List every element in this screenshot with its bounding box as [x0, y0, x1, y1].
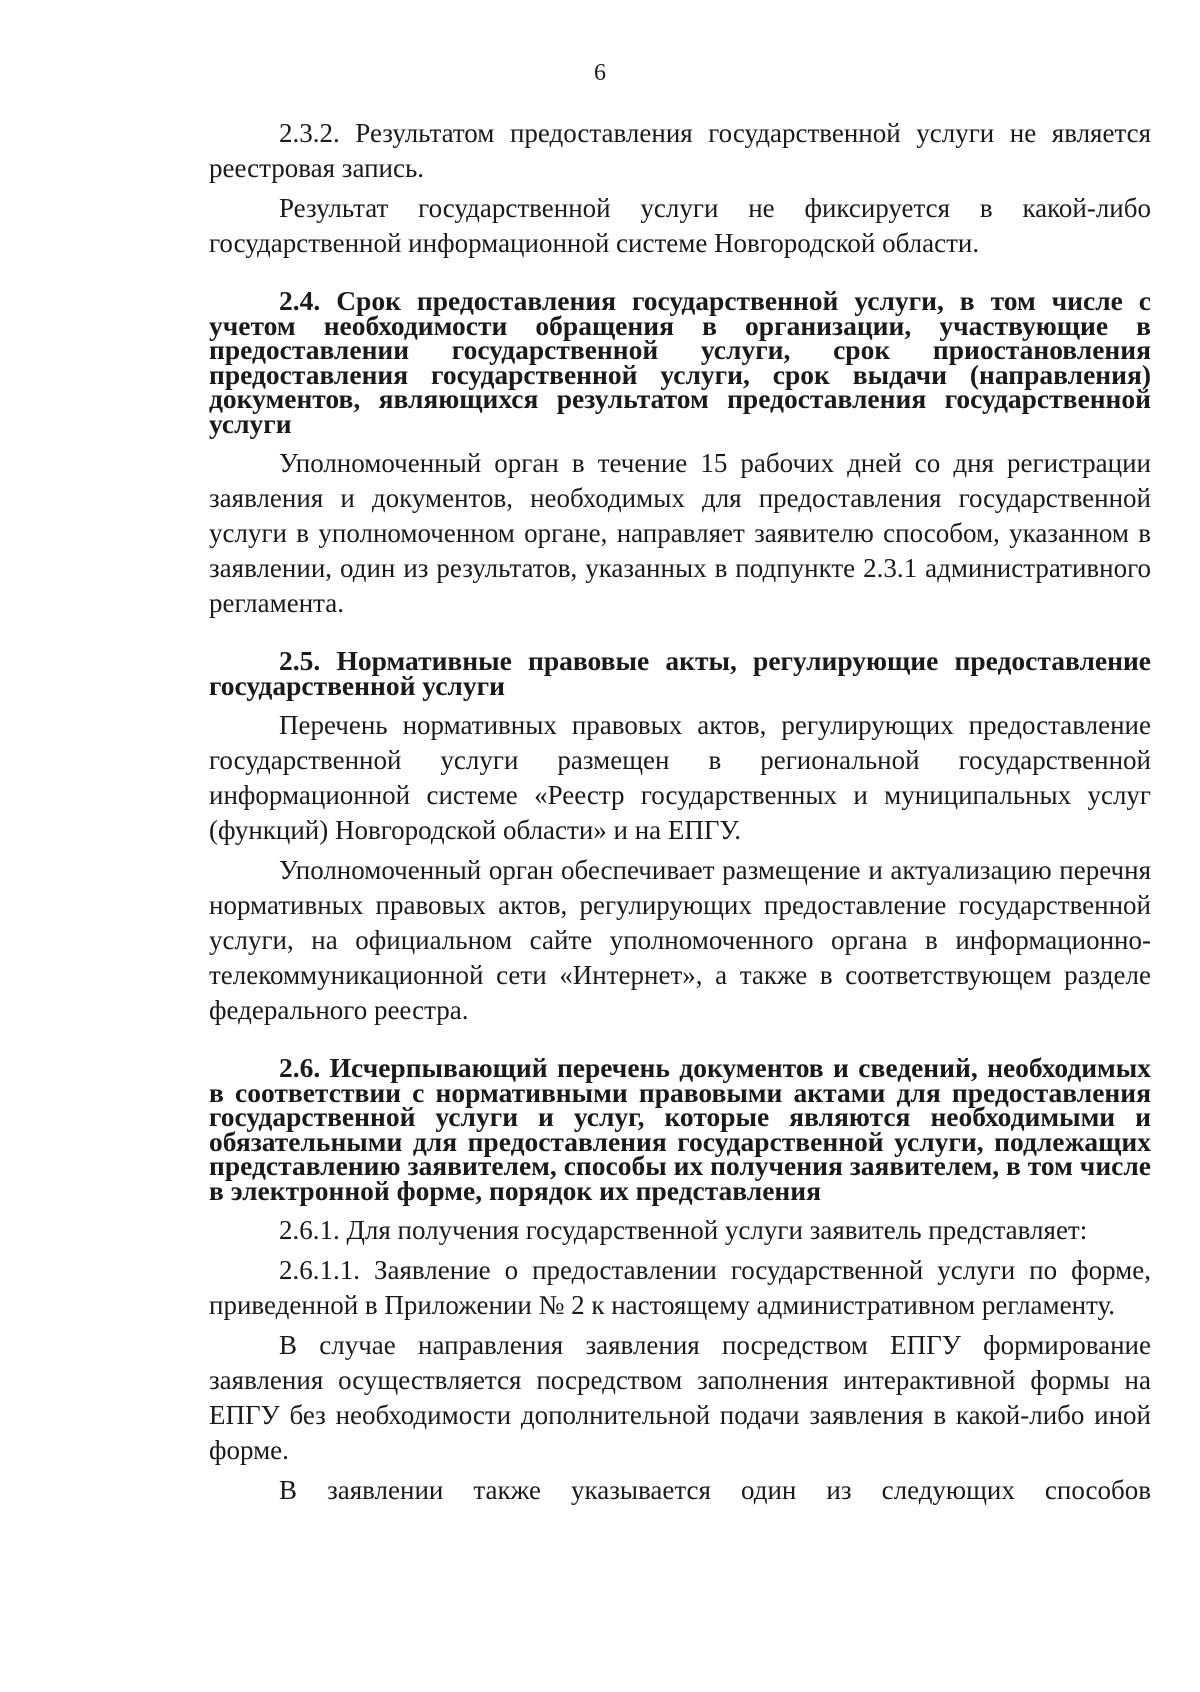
heading-2-5: 2.5. Нормативные правовые акты, регулирующие предоставление государственной услуги	[209, 645, 1151, 701]
paragraph-acts-publication: Уполномоченный орган обеспечивает размещение и актуализацию перечня нормативных правовых актов, регулирующих предоставление государственной услуги, на официальном сайте уполномоченного органа в информационно-телекоммуникационной сети «Интернет», а также в соответствующем разделе федерального реестра.	[209, 855, 1151, 1025]
paragraph-methods: В заявлении также указывается один из следующих способов	[279, 1475, 1151, 1505]
heading-2-4: 2.4. Срок предоставления государственной услуги, в том числе с учетом необходимости обращения в организации, участвующие в предоставлении государственной услуги, срок приостановления предоставления государственной услуги, срок выдачи (направления) документов, являющихся результатом предоставления государственной услуги	[209, 285, 1151, 439]
paragraph-result-not-recorded: Результат государственной услуги не фиксируется в какой-либо государственной информационной системе Новгородской области.	[209, 193, 1151, 258]
heading-2-6: 2.6. Исчерпывающий перечень документов и сведений, необходимых в соответствии с нормативными правовыми актами для предоставления государственной услуги и услуг, которые являются необходимыми и обязательными для предоставления государственной услуги, подлежащих представлению заявителем, способы их получения заявителем, в том числе в электронной форме, порядок их представления	[209, 1052, 1151, 1206]
paragraph-acts-list: Перечень нормативных правовых актов, регулирующих предоставление государственной услуги размещен в региональной государственной информационной системе «Реестр государственных и муниципальных услуг (функций) Новгородской области» и на ЕПГУ.	[209, 710, 1151, 845]
paragraph-term: Уполномоченный орган в течение 15 рабочих дней со дня регистрации заявления и документов, необходимых для предоставления государственной услуги в уполномоченном органе, направляет заявителю способом, указанном в заявлении, один из результатов, указанных в подпункте 2.3.1 административного регламента.	[209, 448, 1151, 618]
paragraph-2-3-2: 2.3.2. Результатом предоставления государственной услуги не является реестровая запись.	[209, 118, 1151, 183]
paragraph-2-6-1-1: 2.6.1.1. Заявление о предоставлении государственной услуги по форме, приведенной в Приложении № 2 к настоящему административном регламенту.	[209, 1255, 1151, 1320]
paragraph-2-6-1: 2.6.1. Для получения государственной услуги заявитель представляет:	[279, 1215, 1088, 1245]
paragraph-epgu-application: В случае направления заявления посредством ЕПГУ формирование заявления осуществляется посредством заполнения интерактивной формы на ЕПГУ без необходимости дополнительной подачи заявления в какой-либо иной форме.	[209, 1330, 1151, 1465]
page-number: 6	[594, 60, 606, 86]
document-body	[209, 116, 1151, 1508]
